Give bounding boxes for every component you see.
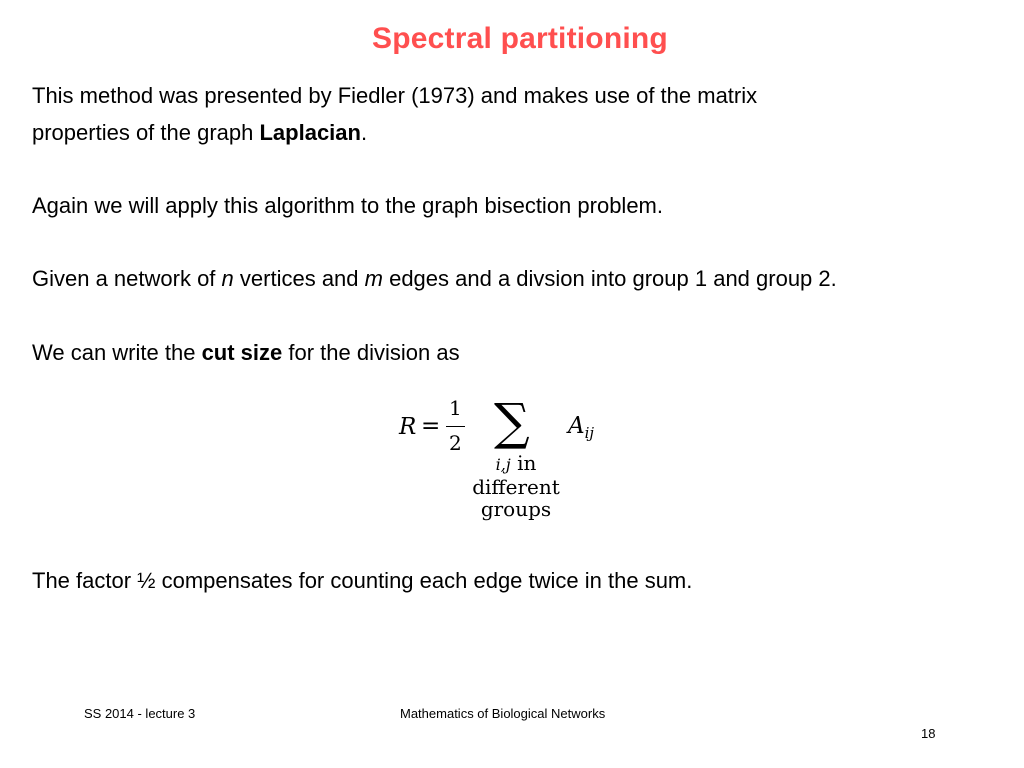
fraction-numerator: 1 (449, 396, 462, 420)
network-text-a: Given a network of (32, 266, 222, 291)
paragraph-factor: The factor ½ compensates for counting each edge twice in the sum. (32, 568, 693, 593)
paragraph-network (32, 260, 992, 297)
network-text-b: vertices and (233, 266, 365, 291)
sum-symbol: ∑ (494, 393, 530, 451)
paragraph-cut-size (32, 334, 992, 371)
paragraph-intro (32, 77, 992, 151)
index-in: in (510, 451, 537, 475)
formula-summand (568, 413, 594, 442)
intro-period: . (360, 120, 368, 145)
formula-lhs: R (399, 414, 417, 440)
footer-course: Mathematics of Biological Networks (400, 706, 606, 721)
fraction-bar (446, 426, 465, 427)
cut-size-text-a: We can write the (32, 340, 202, 365)
summand-letter: A (568, 413, 585, 439)
variable-n: n (221, 266, 234, 291)
intro-line-1: This method was presented by Fiedler (1973) and makes use of the matrix (32, 83, 758, 108)
index-groups: groups (480, 497, 552, 521)
summand-subscript: ij (584, 424, 595, 442)
network-text-c: edges and a divsion into group 1 and group 2. (382, 266, 837, 291)
cut-size-text-b: for the division as (282, 340, 460, 365)
index-different: different (472, 475, 560, 499)
paragraph-bisection: Again we will apply this algorithm to the graph bisection problem. (32, 193, 663, 218)
footer-lecture: SS 2014 - lecture 3 (84, 706, 196, 721)
slide-title: Spectral partitioning (372, 22, 668, 55)
laplacian-term: Laplacian (259, 120, 361, 145)
cut-size-term: cut size (201, 340, 283, 365)
fraction-denominator: 2 (449, 431, 462, 455)
intro-line-2: properties of the graph (32, 120, 260, 145)
page-number: 18 (921, 726, 936, 741)
index-variables: i,j (495, 455, 511, 474)
variable-m: m (364, 266, 383, 291)
sum-index-condition (456, 452, 576, 520)
formula-equals: = (421, 413, 441, 439)
